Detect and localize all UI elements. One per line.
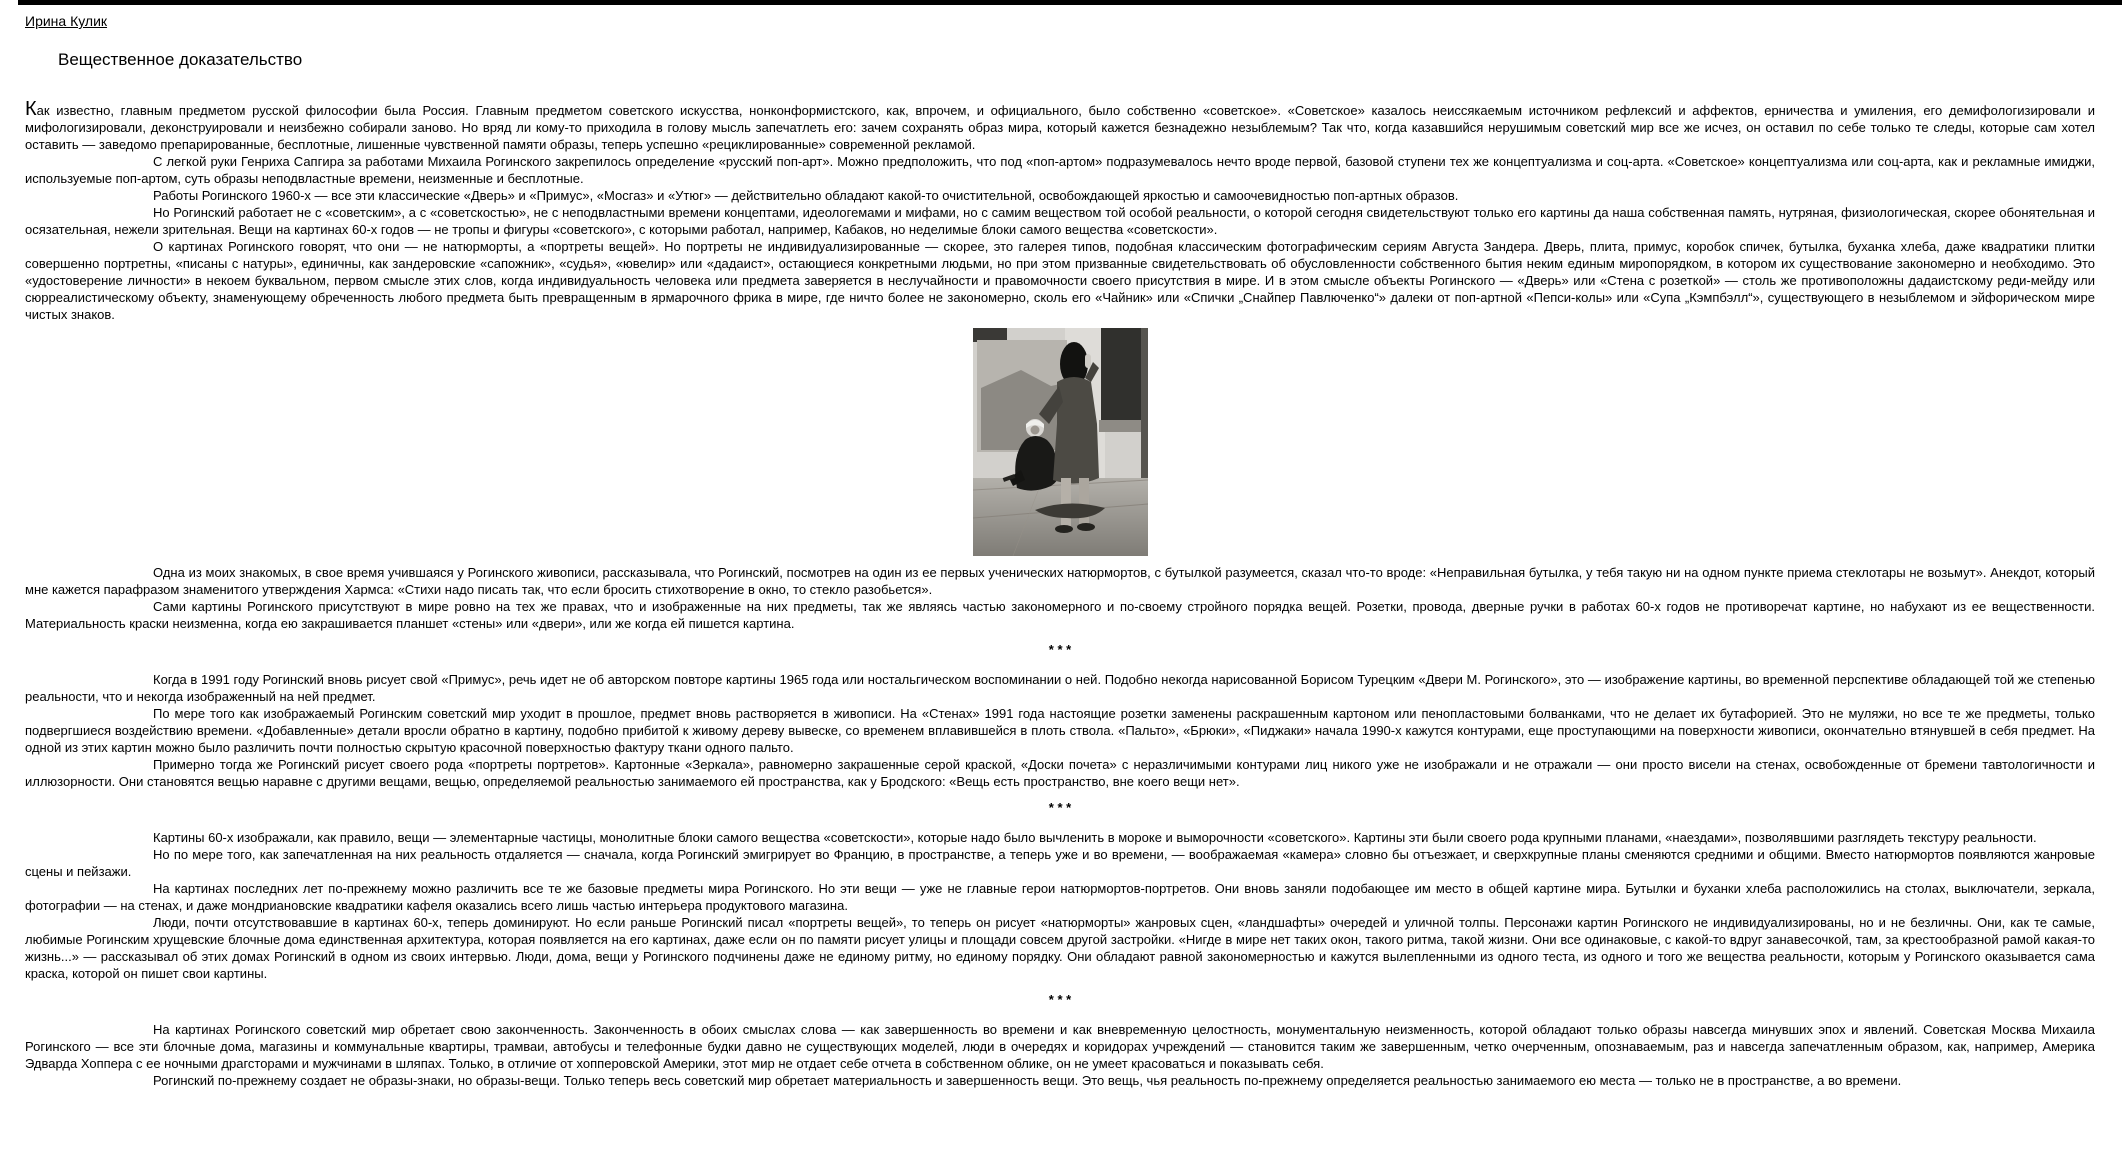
top-border: [18, 0, 2122, 5]
article-paragraph: Работы Рогинского 1960-х — все эти классические «Дверь» и «Примус», «Мосгаз» и «Утюг» — действительно обладают какой-то очистительной, освобождающей яркостью и самоочевидностью поп-артных образов.: [153, 188, 1459, 203]
article-paragraph: Но Рогинский работает не с «советским», а с «советскостью», не с неподвластными времени концептами, идеологемами и мифами, но с самим веществом той особой реальности, о которой сегодня свидетельствуют только его картины да наша собственная память, нутряная, физиологическая, скорее обонятельная и осязательная, нежели зрительная. Вещи на картинах 60-х годов — не тропы и фигуры «советского», с которыми работал, например, Кабаков, но неделимые блоки самого вещества «советскости».: [25, 205, 2095, 237]
article-paragraph: На картинах последних лет по-прежнему можно различить все те же базовые предметы мира Рогинского. Но эти вещи — уже не главные герои натюрмортов-портретов. Они вновь заняли подобающее им место в общей картине мира. Бутылки и буханки хлеба расположились на столах, выключатели, зеркала, фотографии — на стенах, и даже мондриановские квадратики кафеля оказались всего лишь частью интерьера продуктового магазина.: [25, 881, 2095, 913]
article-paragraph: С легкой руки Генриха Сапгира за работами Михаила Рогинского закрепилось определение «русский поп-арт». Можно предположить, что под «поп-артом» подразумевалось нечто вроде первой, базовой ступени тех же концептуализма и соц-арта. «Советское» концептуализма или соц-арта, как и рекламные имиджи, используемые поп-артом, суть образы неподвластные времени, неизменные и бесплотные.: [25, 154, 2095, 186]
article-paragraph: На картинах Рогинского советский мир обретает свою законченность. Законченность в обоих смыслах слова — как завершенность во времени и как вневременную целостность, монументальную неизменность, которой обладают только образы навсегда минувших эпох и явлений. Советская Москва Михаила Рогинского — все эти блочные дома, магазины и коммунальные квартиры, трамваи, автобусы и телефонные будки давно не существующих моделей, люди в очередях и коридорах учреждений — становится таким же завершенным, четко очерченным, опознаваемым, раз и навсегда запечатленным образом, как, например, Америка Эдварда Хоппера с ее ночными драгсторами и мужчинами в шляпах. Только, в отличие от хопперовской Америки, этот мир не отдает себе отчета в собственном облике, он не умеет красоваться и показывать себя.: [25, 1022, 2095, 1071]
article-paragraph: Но по мере того, как запечатленная на них реальность отдаляется — сначала, когда Рогинский эмигрирует во Францию, в пространстве, а теперь уже и во времени, — воображаемая «камера» словно бы отъезжает, и сверхкрупные планы сменяются средними и общими. Вместо натюрмортов появляются жанровые сцены и пейзажи.: [25, 847, 2095, 879]
page-title: Вещественное доказательство: [58, 50, 303, 69]
article-paragraph: О картинах Рогинского говорят, что они — не натюрморты, а «портреты вещей». Но портреты не индивидуализированные — скорее, это галерея типов, подобная классическим фотографическим сериям Августа Зандера. Дверь, плита, примус, коробок спичек, бутылка, буханка хлеба, даже квадратики плитки совершенно портретны, «писаны с натуры», единичны, как зандеровские «сапожник», «судья», «ювелир» или «дадаист», остающиеся конкретными людьми, но при этом призванные свидетельствовать об обусловленности собственного бытия неким единым миропорядком, в котором их существование закономерно и необходимо. Это «удостоверение личности» в некоем буквальном, первом смысле этих слов, когда индивидуальность человека или предмета заверяется в неслучайности и правомочности своего присутствия в мире. И в этом смысле объекты Рогинского — «Дверь» или «Стена с розеткой» — столь же противоположны дадаистскому реди-мейду или сюрреалистическому объекту, знаменующему обреченность любого предмета быть превращенным в ярмарочного фрика в мире, где ничто более не закономерно, сколь его «Чайник» или «Спички „Снайпер Павлюченко“» далеки от поп-артной «Пепси-колы» или «Супа „Кэмпбэлл“», существующего в незыблемом и эйфорическом мире чистых знаков.: [25, 239, 2095, 322]
article-paragraph: Люди, почти отсутствовавшие в картинах 60-х, теперь доминируют. Но если раньше Рогинский писал «портреты вещей», то теперь он рисует «натюрморты» жанровых сцен, «ландшафты» очередей и уличной толпы. Персонажи картин Рогинского не индивидуализированы, но и не безличны. Они, как те самые, любимые Рогинским хрущевские блочные дома единственная архитектура, которая появляется на его картинах, даже если он по памяти рисует улицы и площади совсем другой застройки. «Нигде в мире нет таких окон, такого ритма, такой жизни. Они все одинаковые, с какой-то вдруг занавесочкой, там, за крестообразной рамой какая-то жизнь...» — рассказывал об этих домах Рогинский в одном из своих интервью. Люди, дома, вещи у Рогинского подчинены даже не единому ритму, но единому порядку. Они обладают равной закономерностью и кажутся вылепленными из одного теста, из одного и того же вещества реальности, которым у Рогинского оказывается сама краска, которой он пишет свои картины.: [25, 915, 2095, 981]
article-paragraph: Одна из моих знакомых, в свое время учившаяся у Рогинского живописи, рассказывала, что Рогинский, посмотрев на один из ее первых ученических натюрмортов, с бутылкой разумеется, сказал что-то вроде: «Неправильная бутылка, у тебя такую ни на одном пункте приема стеклотары не возьмут». Анекдот, который мне кажется парафразом знаменитого утверждения Хармса: «Стихи надо писать так, что если бросить стихотворение в окно, то стекло разобьется».: [25, 565, 2095, 597]
gallery-photo-image: [973, 328, 1148, 556]
article-body: [25, 98, 2095, 1089]
article-paragraph: Когда в 1991 году Рогинский вновь рисует свой «Примус», речь идет не об авторском повторе картины 1965 года или ностальгическом воспоминании о ней. Подобно некогда нарисованной Борисом Турецким «Двери М. Рогинского», это — изображение картины, во временной перспективе обладающей той же степенью реальности, что и некогда изображенный на ней предмет.: [25, 672, 2095, 704]
section-separator: * * *: [1048, 642, 1072, 657]
article-paragraph: Картины 60-х изображали, как правило, вещи — элементарные частицы, монолитные блоки самого вещества «советскости», которые надо было вычленить в мороке и выморочности «советского». Картины эти были своего рода крупными планами, «наездами», позволявшими разглядеть текстуру реальности.: [153, 830, 2037, 845]
article-paragraph: По мере того как изображаемый Рогинским советский мир уходит в прошлое, предмет вновь растворяется в живописи. На «Стенах» 1991 года настоящие розетки заменены раскрашенным картоном или пенопластовыми болванками, что не делает их бутафорией. Это не муляжи, но все те же предметы, только подвергшиеся воздействию времени. «Добавленные» детали вросли обратно в картину, подобно прибитой к живому дереву вывеске, со временем вплавившейся в плоть ствола. «Пальто», «Брюки», «Пиджаки» начала 1990-х кажутся контурами, еще проступающими на поверхности живописи, окончательно втянувшей в себя предмет. На одной из этих картин можно было различить почти полностью скрытую красочной поверхностью фактуру ткани одного пальто.: [25, 706, 2095, 755]
lead-capital: К: [25, 98, 37, 120]
article-paragraph: Рогинский по-прежнему создает не образы-знаки, но образы-вещи. Только теперь весь советский мир обретает материальность и завершенность вещи. Это вещь, чья реальность по-прежнему определяется реальностью занимаемого ею места — только не в пространстве, а во времени.: [153, 1073, 1902, 1088]
section-separator: * * *: [1048, 992, 1072, 1007]
article-paragraph: Примерно тогда же Рогинский рисует своего рода «портреты портретов». Картонные «Зеркала», равномерно закрашенные серой краской, «Доски почета» с неразличимыми контурами лиц никого уже не изображали и не отражали — они просто висели на стенах, освобожденные от бремени тавтологичности и иллюзорности. Они становятся вещью наравне с другими вещами, вещью, определяемой реальностью занимаемого ей пространства, как у Бродского: «Вещь есть пространство, вне коего вещи нет».: [25, 757, 2095, 789]
article-paragraph: Сами картины Рогинского присутствуют в мире ровно на тех же правах, что и изображенные на них предметы, так же являясь частью закономерного и по-своему стройного порядка вещей. Розетки, провода, дверные ручки в работах 60-х годов не противоречат картине, но набухают из ее вещественности. Материальность краски неизменна, когда ею закрашивается планшет «стены» или «двери», или же когда ей пишется картина.: [25, 599, 2095, 631]
author-link[interactable]: Ирина Кулик: [25, 13, 108, 29]
gallery-photo: [973, 328, 1148, 556]
section-separator: * * *: [1048, 800, 1072, 815]
article-paragraph: Как известно, главным предметом русской философии была Россия. Главным предметом советского искусства, нонконформистского, как, впрочем, и официального, было собственно «советское». «Советское» казалось неиссякаемым источником рефлексий и аффектов, ерничества и умиления, его демифологизировали и мифологизировали, деконструировали и неизбежно собирали заново. Но вряд ли кому-то приходила в голову мысль запечатлеть его: зачем сохранять образ мира, который кажется безнадежно незыблемым? Так что, когда казавшийся нерушимым советский мир все же исчез, он оставил по себе только те следы, которые сам хотел оставить — заведомо препарированные, бесплотные, лишенные чувственной памяти образы, теперь успешно «рециклированные» современной рекламой.: [25, 98, 2095, 152]
